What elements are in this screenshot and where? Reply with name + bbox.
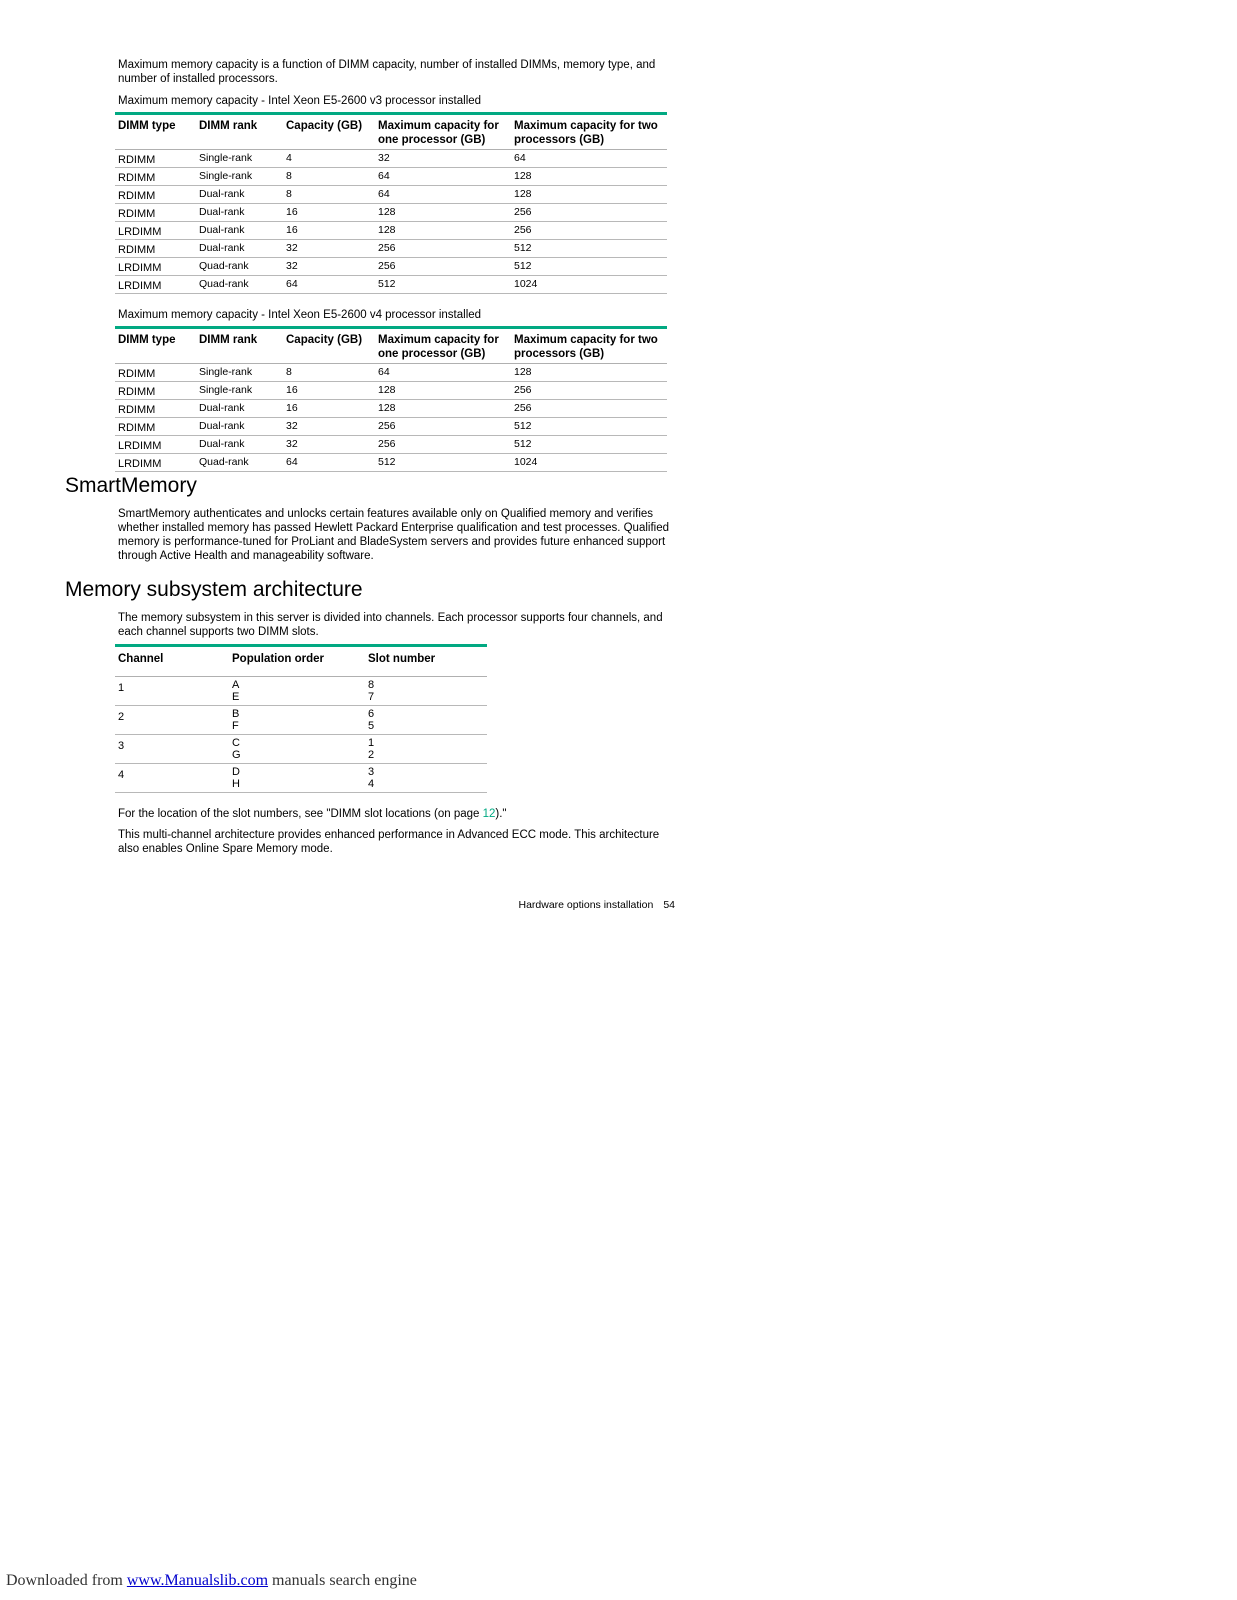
dimm-type-cell: RDIMM: [115, 150, 196, 168]
dimm-rank-cell: Single-rank: [196, 150, 283, 168]
max-two-processors-cell: 128: [511, 364, 667, 382]
capacity-cell: 64: [283, 454, 375, 472]
capacity-cell: 8: [283, 186, 375, 204]
page-footer: [518, 899, 675, 911]
dimm-type-cell: RDIMM: [115, 418, 196, 436]
max-one-processor-cell: 64: [375, 186, 511, 204]
population-order-cell: D H: [229, 764, 365, 793]
dimm-rank-cell: Quad-rank: [196, 454, 283, 472]
header-max-one-processor: Maximum capacity for one processor (GB): [375, 114, 511, 150]
max-two-processors-cell: 512: [511, 258, 667, 276]
dimm-type-cell: LRDIMM: [115, 258, 196, 276]
max-two-processors-cell: 256: [511, 400, 667, 418]
table-row: [115, 276, 667, 294]
dimm-type-cell: RDIMM: [115, 382, 196, 400]
max-two-processors-cell: 512: [511, 240, 667, 258]
header-dimm-rank: DIMM rank: [196, 114, 283, 150]
header-max-two-processors: Maximum capacity for two processors (GB): [511, 114, 667, 150]
header-max-one-processor: Maximum capacity for one processor (GB): [375, 328, 511, 364]
dimm-type-cell: RDIMM: [115, 364, 196, 382]
capacity-cell: 16: [283, 400, 375, 418]
smartmemory-heading: SmartMemory: [65, 474, 197, 497]
table-row: [115, 204, 667, 222]
dimm-type-cell: RDIMM: [115, 240, 196, 258]
channel-table-body: [115, 677, 487, 793]
header-dimm-type: DIMM type: [115, 114, 196, 150]
max-one-processor-cell: 256: [375, 258, 511, 276]
table-row: [115, 706, 487, 735]
dimm-rank-cell: Dual-rank: [196, 222, 283, 240]
dimm-type-cell: RDIMM: [115, 400, 196, 418]
table-row: [115, 186, 667, 204]
capacity-cell: 32: [283, 240, 375, 258]
max-one-processor-cell: 128: [375, 204, 511, 222]
max-two-processors-cell: 256: [511, 204, 667, 222]
table-row: [115, 364, 667, 382]
header-dimm-rank: DIMM rank: [196, 328, 283, 364]
max-one-processor-cell: 256: [375, 418, 511, 436]
dimm-rank-cell: Dual-rank: [196, 418, 283, 436]
dimm-type-cell: RDIMM: [115, 204, 196, 222]
header-channel: Channel: [115, 646, 229, 677]
capacity-cell: 64: [283, 276, 375, 294]
dimm-type-cell: RDIMM: [115, 186, 196, 204]
smartmemory-paragraph: SmartMemory authenticates and unlocks certain features available only on Qualified memory and verifies whether installed memory has passed Hewlett Packard Enterprise qualification and test processes. Qualified memory is performance-tuned for ProLiant and BladeSystem servers and provides future enhanced support through Active Health and manageability software.: [118, 508, 670, 562]
table-header-row: [115, 114, 667, 150]
channel-cell: 1: [115, 677, 229, 706]
table-header-row: [115, 646, 487, 677]
dimm-rank-cell: Dual-rank: [196, 186, 283, 204]
channel-cell: 2: [115, 706, 229, 735]
slot-location-paragraph: For the location of the slot numbers, see "DIMM slot locations (on page 12).": [118, 808, 507, 820]
capacity-cell: 16: [283, 204, 375, 222]
max-two-processors-cell: 512: [511, 436, 667, 454]
max-one-processor-cell: 128: [375, 382, 511, 400]
max-two-processors-cell: 1024: [511, 276, 667, 294]
table-row: [115, 150, 667, 168]
channel-cell: 3: [115, 735, 229, 764]
dimm-type-cell: RDIMM: [115, 168, 196, 186]
v3-table-caption: Maximum memory capacity - Intel Xeon E5-2600 v3 processor installed: [118, 95, 482, 107]
architecture-paragraph: The memory subsystem in this server is divided into channels. Each processor supports four channels, and each channel supports two DIMM slots.: [118, 612, 663, 638]
table-header-row: [115, 328, 667, 364]
table-row: [115, 735, 487, 764]
capacity-cell: 16: [283, 382, 375, 400]
table-row: [115, 677, 487, 706]
slot-number-cell: 6 5: [365, 706, 487, 735]
max-one-processor-cell: 64: [375, 364, 511, 382]
max-two-processors-cell: 128: [511, 168, 667, 186]
header-capacity: Capacity (GB): [283, 114, 375, 150]
max-one-processor-cell: 32: [375, 150, 511, 168]
max-one-processor-cell: 256: [375, 436, 511, 454]
max-two-processors-cell: 1024: [511, 454, 667, 472]
table-row: [115, 222, 667, 240]
table-row: [115, 454, 667, 472]
max-two-processors-cell: 256: [511, 222, 667, 240]
header-max-two-processors: Maximum capacity for two processors (GB): [511, 328, 667, 364]
closing-paragraph: This multi-channel architecture provides enhanced performance in Advanced ECC mode. This architecture also enables Online Spare Memory mode.: [118, 829, 660, 855]
table-row: [115, 764, 487, 793]
dimm-type-cell: LRDIMM: [115, 436, 196, 454]
dimm-rank-cell: Quad-rank: [196, 276, 283, 294]
table-row: [115, 436, 667, 454]
v3-table-body: [115, 150, 667, 294]
max-two-processors-cell: 256: [511, 382, 667, 400]
table-row: [115, 168, 667, 186]
page-content: [118, 58, 678, 472]
intro-paragraph: Maximum memory capacity is a function of DIMM capacity, number of installed DIMMs, memory type, and number of installed processors.: [118, 59, 656, 85]
v4-capacity-table: [115, 326, 667, 472]
capacity-cell: 32: [283, 258, 375, 276]
table-row: [115, 400, 667, 418]
max-one-processor-cell: 128: [375, 400, 511, 418]
dimm-rank-cell: Dual-rank: [196, 204, 283, 222]
footer-section-title: Hardware options installation: [518, 899, 654, 911]
header-population-order: Population order: [229, 646, 365, 677]
capacity-cell: 8: [283, 364, 375, 382]
v3-capacity-table: [115, 112, 667, 294]
header-capacity: Capacity (GB): [283, 328, 375, 364]
dimm-type-cell: LRDIMM: [115, 222, 196, 240]
population-order-cell: B F: [229, 706, 365, 735]
population-order-cell: C G: [229, 735, 365, 764]
dimm-type-cell: LRDIMM: [115, 276, 196, 294]
download-attribution: Downloaded from www.Manualslib.com manuals search engine: [6, 1572, 417, 1589]
capacity-cell: 4: [283, 150, 375, 168]
max-two-processors-cell: 128: [511, 186, 667, 204]
max-one-processor-cell: 128: [375, 222, 511, 240]
slot-number-cell: 1 2: [365, 735, 487, 764]
header-dimm-type: DIMM type: [115, 328, 196, 364]
page-12-link[interactable]: 12: [482, 808, 496, 820]
dimm-rank-cell: Single-rank: [196, 364, 283, 382]
max-two-processors-cell: 512: [511, 418, 667, 436]
header-slot-number: Slot number: [365, 646, 487, 677]
capacity-cell: 16: [283, 222, 375, 240]
table-row: [115, 382, 667, 400]
table-row: [115, 258, 667, 276]
dimm-rank-cell: Quad-rank: [196, 258, 283, 276]
dimm-rank-cell: Dual-rank: [196, 436, 283, 454]
slot-number-cell: 3 4: [365, 764, 487, 793]
architecture-heading: Memory subsystem architecture: [65, 578, 363, 601]
max-one-processor-cell: 512: [375, 276, 511, 294]
table-row: [115, 418, 667, 436]
table-row: [115, 240, 667, 258]
capacity-cell: 32: [283, 436, 375, 454]
v4-table-caption: Maximum memory capacity - Intel Xeon E5-2600 v4 processor installed: [118, 309, 482, 321]
capacity-cell: 32: [283, 418, 375, 436]
page-number: 54: [663, 899, 675, 911]
max-one-processor-cell: 64: [375, 168, 511, 186]
dimm-rank-cell: Dual-rank: [196, 240, 283, 258]
channel-table: [115, 644, 487, 793]
dimm-type-cell: LRDIMM: [115, 454, 196, 472]
channel-cell: 4: [115, 764, 229, 793]
dimm-rank-cell: Dual-rank: [196, 400, 283, 418]
manualslib-link[interactable]: www.Manualslib.com: [126, 1572, 269, 1589]
slot-number-cell: 8 7: [365, 677, 487, 706]
max-two-processors-cell: 64: [511, 150, 667, 168]
dimm-rank-cell: Single-rank: [196, 382, 283, 400]
max-one-processor-cell: 512: [375, 454, 511, 472]
population-order-cell: A E: [229, 677, 365, 706]
dimm-rank-cell: Single-rank: [196, 168, 283, 186]
architecture-section: [118, 611, 683, 856]
v4-table-body: [115, 364, 667, 472]
capacity-cell: 8: [283, 168, 375, 186]
max-one-processor-cell: 256: [375, 240, 511, 258]
